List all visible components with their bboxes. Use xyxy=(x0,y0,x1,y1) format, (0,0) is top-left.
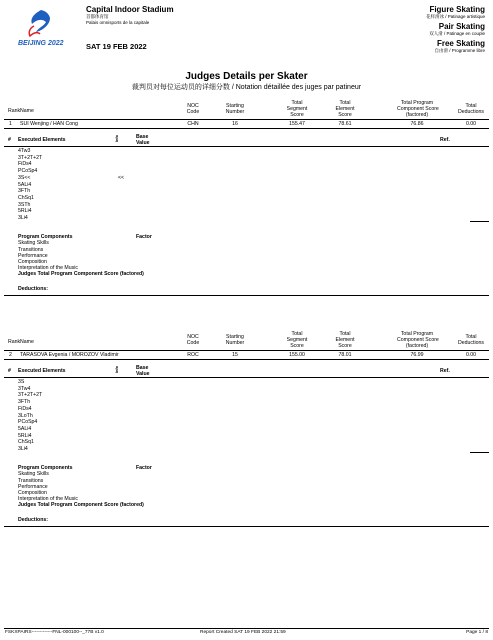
col-pcs: Component Score xyxy=(397,106,439,112)
skater-name: SUI Wenjing / HAN Cong xyxy=(20,121,78,127)
skater-ded: 0.00 xyxy=(465,352,477,358)
col-pcs: (factored) xyxy=(405,112,429,118)
venue-block xyxy=(86,5,174,25)
pc-name: Interpretation of the Music xyxy=(18,265,78,272)
header-rule xyxy=(4,119,489,120)
skater-noc: CHN xyxy=(187,121,199,127)
pc-name: Skating Skills xyxy=(18,471,49,478)
skater-tes: 78.01 xyxy=(338,352,352,358)
segment-sub: 自由滑 / Programme libre xyxy=(434,48,485,53)
col-tss: Score xyxy=(290,343,304,349)
col-tss: Score xyxy=(290,112,304,118)
elem-code: ChSq1 xyxy=(18,439,34,446)
logo-text: BEIJING 2022 xyxy=(18,40,64,47)
elem-code: 3S xyxy=(18,379,25,385)
section-end-rule xyxy=(4,295,489,296)
elem-hdr-rule xyxy=(4,146,489,147)
col-name: Name xyxy=(20,339,34,345)
col-tes: Score xyxy=(338,343,352,349)
elem-hdr-ref: Ref. xyxy=(440,368,450,374)
pc-name: Performance xyxy=(18,483,48,490)
pc-name: Transitions xyxy=(18,246,44,253)
col-pcs: (factored) xyxy=(405,343,429,349)
col-name: Name xyxy=(20,108,34,114)
col-tes: Score xyxy=(338,112,352,118)
elem-hdr-executed: Executed Elements xyxy=(18,137,66,143)
col-pcs: Total Program xyxy=(400,331,434,337)
skater-start: 16 xyxy=(232,121,238,127)
elem-total-rule xyxy=(470,221,489,222)
col-tss: Segment xyxy=(286,337,308,343)
skater-rank: 1 xyxy=(9,121,12,127)
skater-pcs: 76.99 xyxy=(410,352,424,358)
elem-code: 3T+2T+2T xyxy=(18,392,43,399)
pc-label: Program Components xyxy=(18,233,73,240)
col-ded: Deductions xyxy=(458,340,484,346)
title-main: Judges Details per Skater xyxy=(185,71,308,82)
event-sub: 双人滑 / Patinage en couple xyxy=(429,31,485,36)
col-noc: Code xyxy=(186,340,200,346)
skater-rule xyxy=(4,128,489,129)
event-date: SAT 19 FEB 2022 xyxy=(86,42,147,51)
deductions-label: Deductions: xyxy=(18,517,48,524)
pc-name: Transitions xyxy=(18,477,44,484)
deductions-label: Deductions: xyxy=(18,286,48,293)
skater-tss: 155.47 xyxy=(289,121,305,127)
col-tss: Total xyxy=(291,331,303,337)
col-tes: Total xyxy=(339,331,351,337)
report-title xyxy=(0,71,493,92)
col-noc: Code xyxy=(186,109,200,115)
elem-hdr-ref: Ref. xyxy=(440,137,450,143)
elem-code: PCoSp4 xyxy=(18,168,38,175)
elem-code: 5RLi4 xyxy=(18,432,32,439)
elem-code: ChSq1 xyxy=(18,194,34,201)
elem-code: 5ALi4 xyxy=(18,425,32,432)
footer-code: FSKXPAIRS-------------FNL-000100--_77B v1.0 xyxy=(5,630,104,635)
elem-code: 3LoTh xyxy=(18,412,33,419)
elem-code: 5ALi4 xyxy=(18,181,32,188)
elem-info: << xyxy=(118,174,125,181)
title-sub: 裁判员对每位运动员的详细分数 / Notation détaillée des juges par patineur xyxy=(131,84,362,91)
skater-tss: 155.00 xyxy=(289,352,305,358)
skater-tes: 78.61 xyxy=(338,121,352,127)
elem-code: FiDs4 xyxy=(18,405,32,412)
col-ded: Total xyxy=(465,334,477,340)
pc-factor: Factor xyxy=(136,233,152,240)
elem-code: 3S<< xyxy=(18,174,31,181)
elem-code: PCoSp4 xyxy=(18,419,38,426)
pc-total-label: Judges Total Program Component Score (factored) xyxy=(18,502,144,509)
elem-code: 3STh xyxy=(18,201,31,208)
pc-label: Program Components xyxy=(18,464,73,471)
elem-hdr-base: Base xyxy=(136,134,149,140)
elem-code: 3T+2T+2T xyxy=(18,154,43,161)
footer-report: Report Created SAT 19 FEB 2022 21:59 xyxy=(200,630,286,635)
pc-name: Performance xyxy=(18,252,48,259)
venue-name-cn: 首都体育馆 xyxy=(86,14,109,19)
col-noc: NOC xyxy=(187,103,199,109)
skater-rank: 2 xyxy=(9,352,12,358)
pc-factor: Factor xyxy=(136,464,152,471)
skater-start: 15 xyxy=(232,352,238,358)
elem-hdr-base: Base xyxy=(136,365,149,371)
elem-code: 4Tw3 xyxy=(18,148,31,154)
skater-name: TARASOVA Evgenia / MOROZOV Vladimir xyxy=(20,352,119,358)
elem-total-rule xyxy=(470,452,489,453)
footer-page: Page 1 / 8 xyxy=(466,630,488,635)
header-rule xyxy=(4,350,489,351)
elem-hdr-executed: Executed Elements xyxy=(18,368,66,374)
col-start: Number xyxy=(225,340,245,346)
elem-code: 5RLi4 xyxy=(18,208,32,215)
event-name: Pair Skating xyxy=(438,22,485,31)
col-noc: NOC xyxy=(187,334,199,340)
col-rank: Rank xyxy=(8,108,21,114)
col-tes: Element xyxy=(335,106,355,112)
col-ded: Deductions xyxy=(458,109,484,115)
olympic-logo xyxy=(16,6,66,48)
col-ded: Total xyxy=(465,103,477,109)
pc-name: Composition xyxy=(18,490,47,496)
segment-name: Free Skating xyxy=(436,39,485,48)
elem-hdr-base2: Value xyxy=(136,140,150,146)
elem-code: FiDs4 xyxy=(18,161,32,168)
sport-sub: 花样滑冰 / Patinage artistique xyxy=(425,14,485,19)
col-tes: Total xyxy=(339,100,351,106)
footer-rule xyxy=(4,628,489,629)
elem-code: 3Li4 xyxy=(18,215,28,221)
col-start: Starting xyxy=(226,334,244,340)
col-tes: Element xyxy=(335,337,355,343)
skater-rule xyxy=(4,359,489,360)
col-pcs: Total Program xyxy=(400,100,434,106)
elem-hdr-info: Info xyxy=(114,134,120,143)
section-end-rule xyxy=(4,526,489,527)
elem-code: 3FTh xyxy=(18,399,31,406)
elem-hdr-num: # xyxy=(8,137,11,143)
col-rank: Rank xyxy=(8,339,21,345)
event-block xyxy=(426,5,485,54)
venue-name-fr: Palais omnisports de la capitale xyxy=(86,20,150,25)
elem-hdr-num: # xyxy=(8,368,11,374)
skater-ded: 0.00 xyxy=(465,121,477,127)
pc-name: Interpretation of the Music xyxy=(18,496,78,503)
elem-hdr-base2: Value xyxy=(136,371,150,377)
pc-name: Composition xyxy=(18,259,47,265)
elem-code: 3FTh xyxy=(18,188,31,195)
venue-name: Capital Indoor Stadium xyxy=(86,5,174,14)
skater-pcs: 76.86 xyxy=(410,121,424,127)
sport-name: Figure Skating xyxy=(429,5,485,14)
skater-noc: ROC xyxy=(187,352,199,358)
col-pcs: Component Score xyxy=(397,337,439,343)
col-tss: Segment xyxy=(286,106,308,112)
col-start: Starting xyxy=(226,103,244,109)
elem-code: 3Tw4 xyxy=(18,385,31,392)
elem-hdr-info: Info xyxy=(114,365,120,374)
elem-code: 3Li4 xyxy=(18,446,28,452)
elem-hdr-rule xyxy=(4,377,489,378)
col-tss: Total xyxy=(291,100,303,106)
pc-name: Skating Skills xyxy=(18,240,49,247)
pc-total-label: Judges Total Program Component Score (factored) xyxy=(18,271,144,278)
col-start: Number xyxy=(225,109,245,115)
